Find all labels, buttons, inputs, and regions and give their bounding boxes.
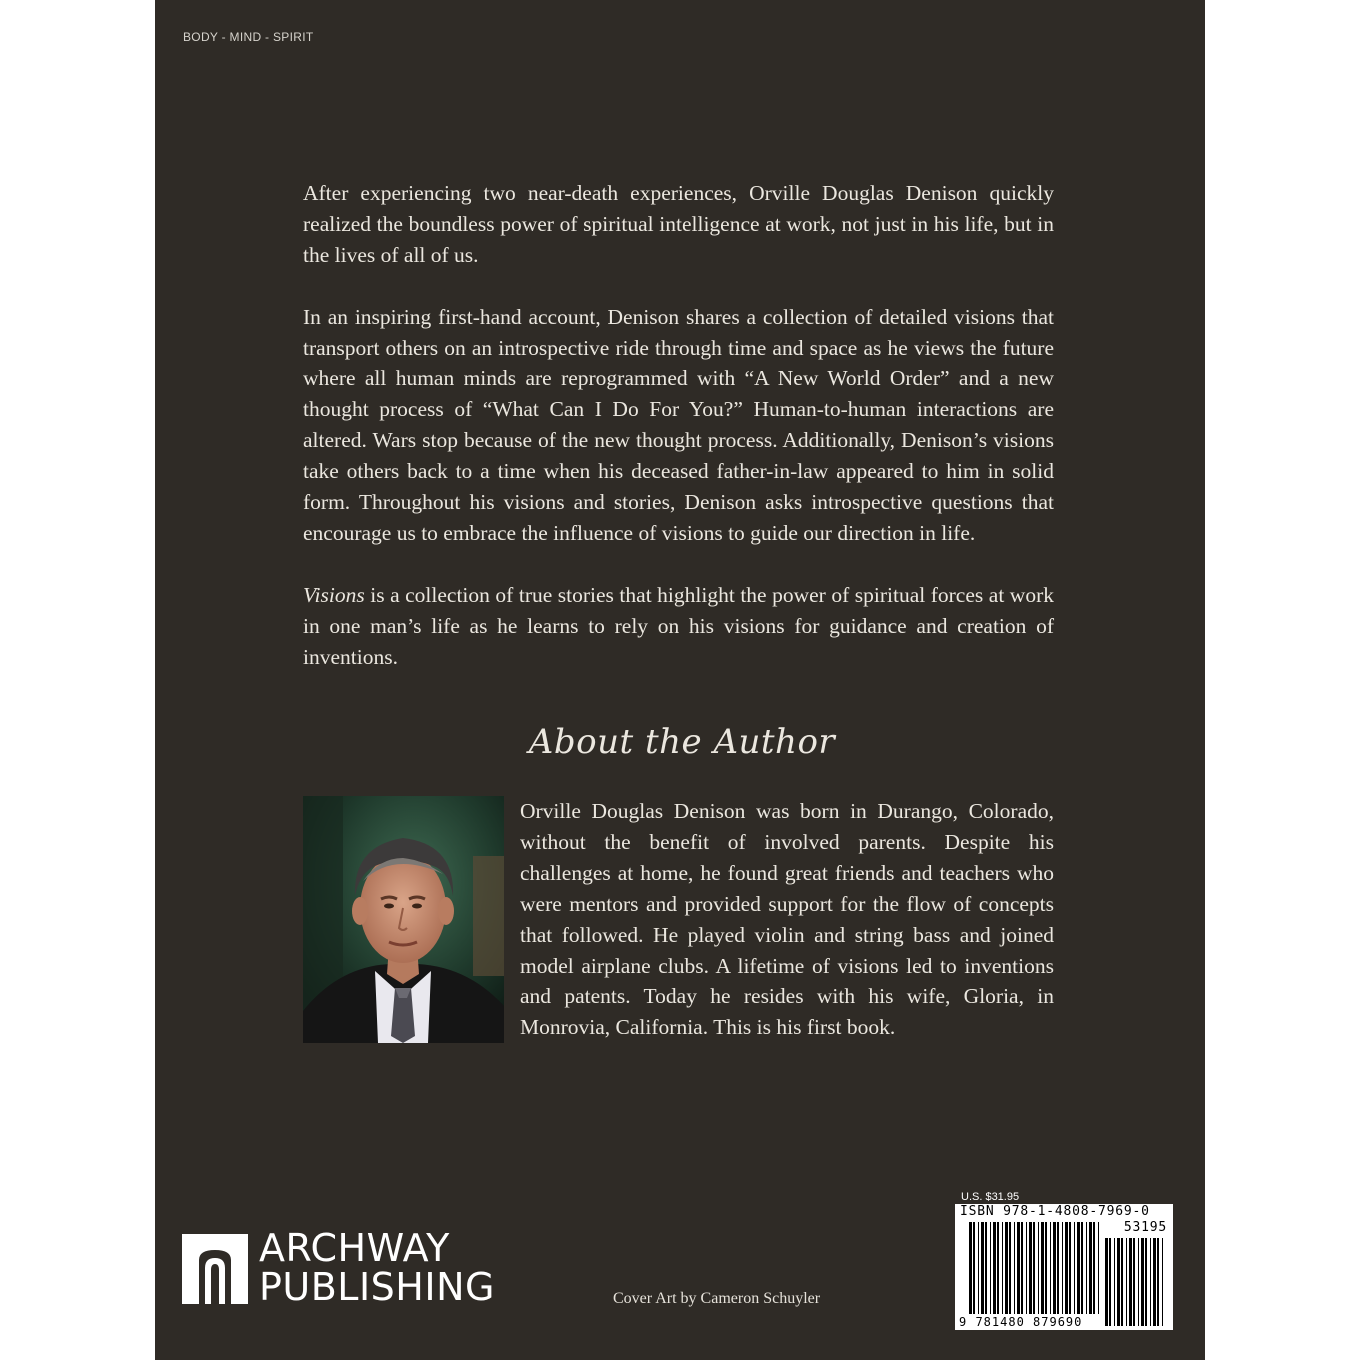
- book-description: [303, 178, 1054, 672]
- barcode-icon: [955, 1204, 1173, 1330]
- barcode-bar: [1153, 1238, 1156, 1326]
- barcode-panel: [955, 1204, 1173, 1330]
- barcode-bar: [1145, 1238, 1147, 1326]
- about-the-author-heading: About the Author: [528, 722, 836, 762]
- isbn-barcode-block: [955, 1192, 1173, 1330]
- barcode-bar: [1093, 1222, 1095, 1314]
- description-paragraph-1: After experiencing two near-death experiences, Orville Douglas Denison quickly realized the boundless power of spiritual intelligence at work, not just in his life, but in the lives of all of us.: [303, 181, 1054, 267]
- barcode-bar: [1045, 1222, 1047, 1314]
- barcode-bar: [1129, 1238, 1132, 1326]
- barcode-bar: [1002, 1222, 1003, 1314]
- barcode-bar: [1089, 1222, 1092, 1314]
- barcode-bar: [1062, 1222, 1063, 1314]
- barcode-bar: [1157, 1238, 1159, 1326]
- isbn-text: ISBN 978-1-4808-7969-0: [960, 1204, 1150, 1219]
- barcode-bar: [1033, 1222, 1035, 1314]
- book-title-italic: Visions: [303, 582, 365, 607]
- barcode-bar: [969, 1222, 972, 1314]
- barcode-bar: [1053, 1222, 1056, 1314]
- barcode-bar: [1074, 1222, 1075, 1314]
- barcode-bar: [1141, 1238, 1144, 1326]
- category-label: BODY - MIND - SPIRIT: [183, 30, 314, 44]
- cover-art-credit: Cover Art by Cameron Schuyler: [613, 1290, 821, 1307]
- barcode-bar: [981, 1222, 984, 1314]
- barcode-bar: [1077, 1222, 1080, 1314]
- price-label: U.S. $31.95: [961, 1191, 1020, 1203]
- author-photo: [303, 796, 504, 1043]
- barcode-bar: [990, 1222, 991, 1314]
- barcode-bar: [1038, 1222, 1039, 1314]
- barcode-bar: [1050, 1222, 1051, 1314]
- publisher-name-line-1: ARCHWAY: [259, 1226, 450, 1270]
- barcode-bar: [1105, 1238, 1108, 1326]
- barcode-bar: [978, 1222, 979, 1314]
- barcode-bar: [1162, 1238, 1163, 1326]
- barcode-bar: [1117, 1238, 1120, 1326]
- barcode-bar: [1005, 1222, 1008, 1314]
- barcode-bar: [1026, 1222, 1027, 1314]
- barcode-bar: [1098, 1222, 1099, 1314]
- barcode-bar: [1041, 1222, 1044, 1314]
- barcode-bar: [993, 1222, 996, 1314]
- barcode-bar: [997, 1222, 999, 1314]
- barcode-bar: [1069, 1222, 1071, 1314]
- barcode-bar: [985, 1222, 987, 1314]
- author-bio: Orville Douglas Denison was born in Durango, Colorado, without the benefit of involved parents. Despite his challenges at home, he found great friends and teachers who were mentors and provided support for the flow of concepts that followed. He played violin and string bass and joined model airplane clubs. A lifetime of visions led to inventions and patents. Today he resides with his wife, Gloria, in Monrovia, California. This is his first book.: [520, 799, 1054, 1040]
- barcode-bar: [1014, 1222, 1015, 1314]
- barcode-bar: [1121, 1238, 1123, 1326]
- price-code-text: 53195: [1123, 1220, 1167, 1235]
- barcode-bar: [1086, 1222, 1087, 1314]
- author-portrait-image: [303, 796, 504, 1043]
- barcode-bar: [1009, 1222, 1011, 1314]
- barcode-bar: [1017, 1222, 1020, 1314]
- publisher-logo: [182, 1226, 502, 1309]
- barcode-bar: [1029, 1222, 1032, 1314]
- description-paragraph-3-text: is a collection of true stories that highlight the power of spiritual forces at work in one man’s life as he learns to rely on his visions for guidance and creation of inventions.: [303, 582, 1054, 669]
- barcode-bar: [1114, 1238, 1115, 1326]
- barcode-bar: [973, 1222, 975, 1314]
- book-back-cover: [155, 0, 1205, 1360]
- description-paragraph-3: [303, 580, 1054, 673]
- publisher-name-line-2: PUBLISHING: [259, 1265, 495, 1309]
- barcode-bar: [1150, 1238, 1151, 1326]
- archway-arch-icon: [182, 1234, 248, 1304]
- barcode-bar: [1065, 1222, 1068, 1314]
- description-paragraph-2: In an inspiring first-hand account, Denison shares a collection of detailed visions that transport others on an introspective ride through time and space as he views the future where all human minds are reprogrammed with “A New World Order” and a new thought process of “What Can I Do For You?” Human-to-human interactions are altered. Wars stop because of the new thought process. Additionally, Denison’s visions take others back to a time when his deceased father-in-law appeared to him in solid form. Throughout his visions and stories, Denison asks introspective questions that encourage us to embrace the influence of visions to guide our direction in life.: [303, 304, 1054, 545]
- barcode-bar: [1138, 1238, 1139, 1326]
- barcode-bar: [1133, 1238, 1135, 1326]
- barcode-bar: [1126, 1238, 1127, 1326]
- barcode-bar: [1109, 1238, 1111, 1326]
- barcode-bar: [1057, 1222, 1059, 1314]
- barcode-bar: [1021, 1222, 1023, 1314]
- barcode-bar: [1081, 1222, 1083, 1314]
- barcode-digits: 9 781480 879690: [959, 1315, 1083, 1329]
